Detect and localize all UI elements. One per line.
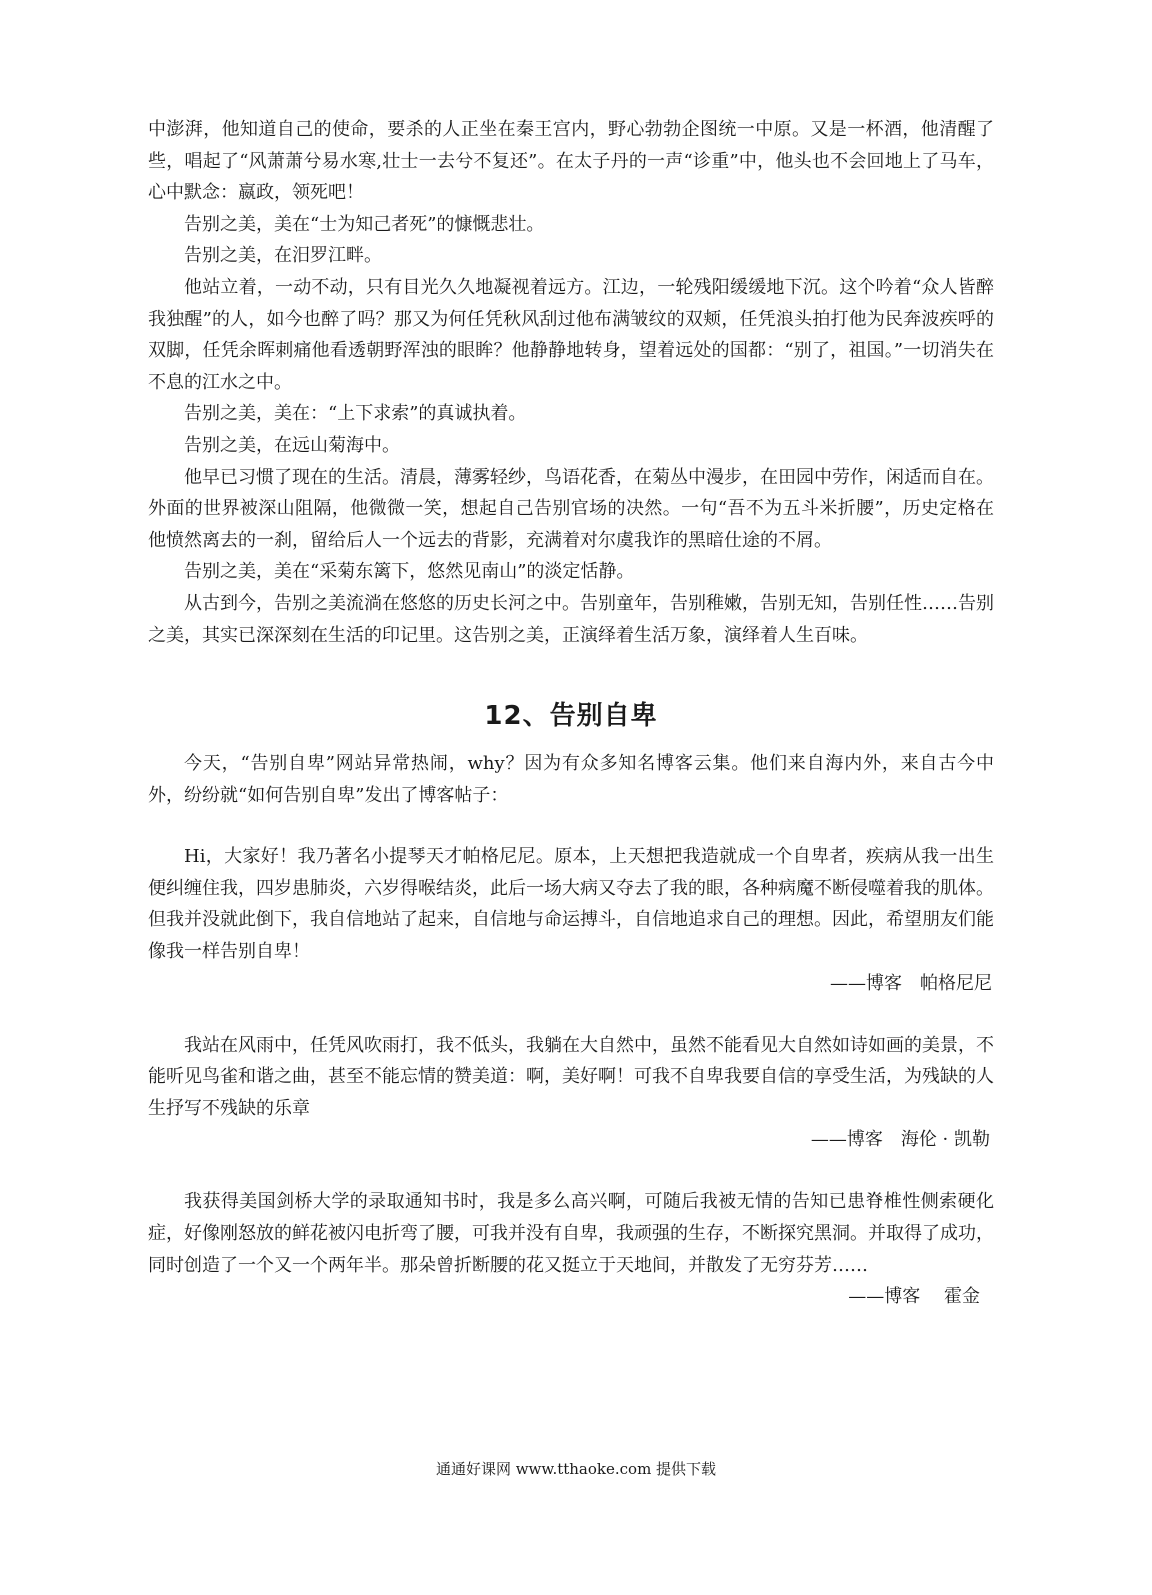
blog-post-text: 我获得美国剑桥大学的录取通知书时，我是多么高兴啊，可随后我被无情的告知已患脊椎性侧索硬化症，好像刚怒放的鲜花被闪电折弯了腰，可我并没有自卑，我顽强的生存，不断探究黑洞。并取得了成功，同时创造了一个又一个两年半。那朵曾折断腰的花又挺立于天地间，并散发了无穷芬芳…… <box>148 1191 994 1276</box>
paragraph: 告别之美，美在“采菊东篱下，悠然见南山”的淡定恬静。 <box>184 561 635 583</box>
section-title: 12、告别自卑 <box>484 701 658 732</box>
paragraph: 他站立着，一动不动，只有目光久久地凝视着远方。江边，一轮残阳缓缓地下沉。这个吟着“众人皆醉我独醒”的人，如今也醉了吗？那又为何任凭秋风刮过他布满皱纹的双颊，任凭浪头拍打他为民奔波疾呼的双脚，任凭余晖刺痛他看透朝野浑浊的眼眸？他静静地转身，望着远处的国都：“别了，祖国。”一切消失在不息的江水之中。 <box>148 276 994 393</box>
blog-post-text: 我站在风雨中，任凭风吹雨打，我不低头，我躺在大自然中，虽然不能看见大自然如诗如画的美景，不能听见鸟雀和谐之曲，甚至不能忘情的赞美道：啊，美好啊！可我不自卑我要自信的享受生活，为残缺的人生抒写不残缺的乐章 <box>148 1034 994 1119</box>
paragraph: 他早已习惯了现在的生活。清晨，薄雾轻纱，鸟语花香，在菊丛中漫步，在田园中劳作，闲适而自在。外面的世界被深山阻隔，他微微一笑，想起自己告别官场的决然。一句“吾不为五斗米折腰”，历史定格在他愤然离去的一刹，留给后人一个远去的背影，充满着对尔虞我诈的黑暗仕途的不屑。 <box>148 466 994 551</box>
blog-post-text: Hi，大家好！我乃著名小提琴天才帕格尼尼。原本，上天想把我造就成一个自卑者，疾病从我一出生便纠缠住我，四岁患肺炎，六岁得喉结炎，此后一场大病又夺去了我的眼，各种病魔不断侵噬着我的肌体。但我并没就此倒下，我自信地站了起来，自信地与命运搏斗，自信地追求自己的理想。因此，希望朋友们能像我一样告别自卑！ <box>148 846 994 963</box>
paragraph: 告别之美，美在：“上下求索”的真诚执着。 <box>184 403 527 425</box>
spacer <box>148 811 994 841</box>
spacer <box>148 1000 994 1030</box>
blog-post-signature: ——博客 海伦 · 凯勒 <box>810 1129 990 1151</box>
paragraph: 告别之美，在汨罗江畔。 <box>184 245 382 267</box>
page-footer: 通通好课网 www.tthaoke.com 提供下载 <box>435 1460 717 1478</box>
paragraph: 从古到今，告别之美流淌在悠悠的历史长河之中。告别童年，告别稚嫩，告别无知，告别任性……告别之美，其实已深深刻在生活的印记里。这告别之美，正演绎着生活万象，演绎着人生百味。 <box>148 592 994 646</box>
spacer <box>148 1156 994 1186</box>
blog-post-signature: ——博客 霍金 <box>848 1286 980 1308</box>
paragraph: 告别之美，在远山菊海中。 <box>184 434 400 456</box>
intro-paragraph: 今天，“告别自卑”网站异常热闹，why？因为有众多知名博客云集。他们来自海内外，来自古今中外，纷纷就“如何告别自卑”发出了博客帖子： <box>148 753 994 806</box>
paragraph: 告别之美，美在“士为知己者死”的慷慨悲壮。 <box>184 213 545 235</box>
paragraph-continuation: 中澎湃，他知道自己的使命，要杀的人正坐在秦王宫内，野心勃勃企图统一中原。又是一杯酒，他清醒了些，唱起了“风萧萧兮易水寒,壮士一去兮不复还”。在太子丹的一声“诊重”中，他头也不会回地上了马车，心中默念：嬴政，领死吧！ <box>148 119 994 204</box>
blog-post-signature: ——博客 帕格尼尼 <box>830 972 992 994</box>
